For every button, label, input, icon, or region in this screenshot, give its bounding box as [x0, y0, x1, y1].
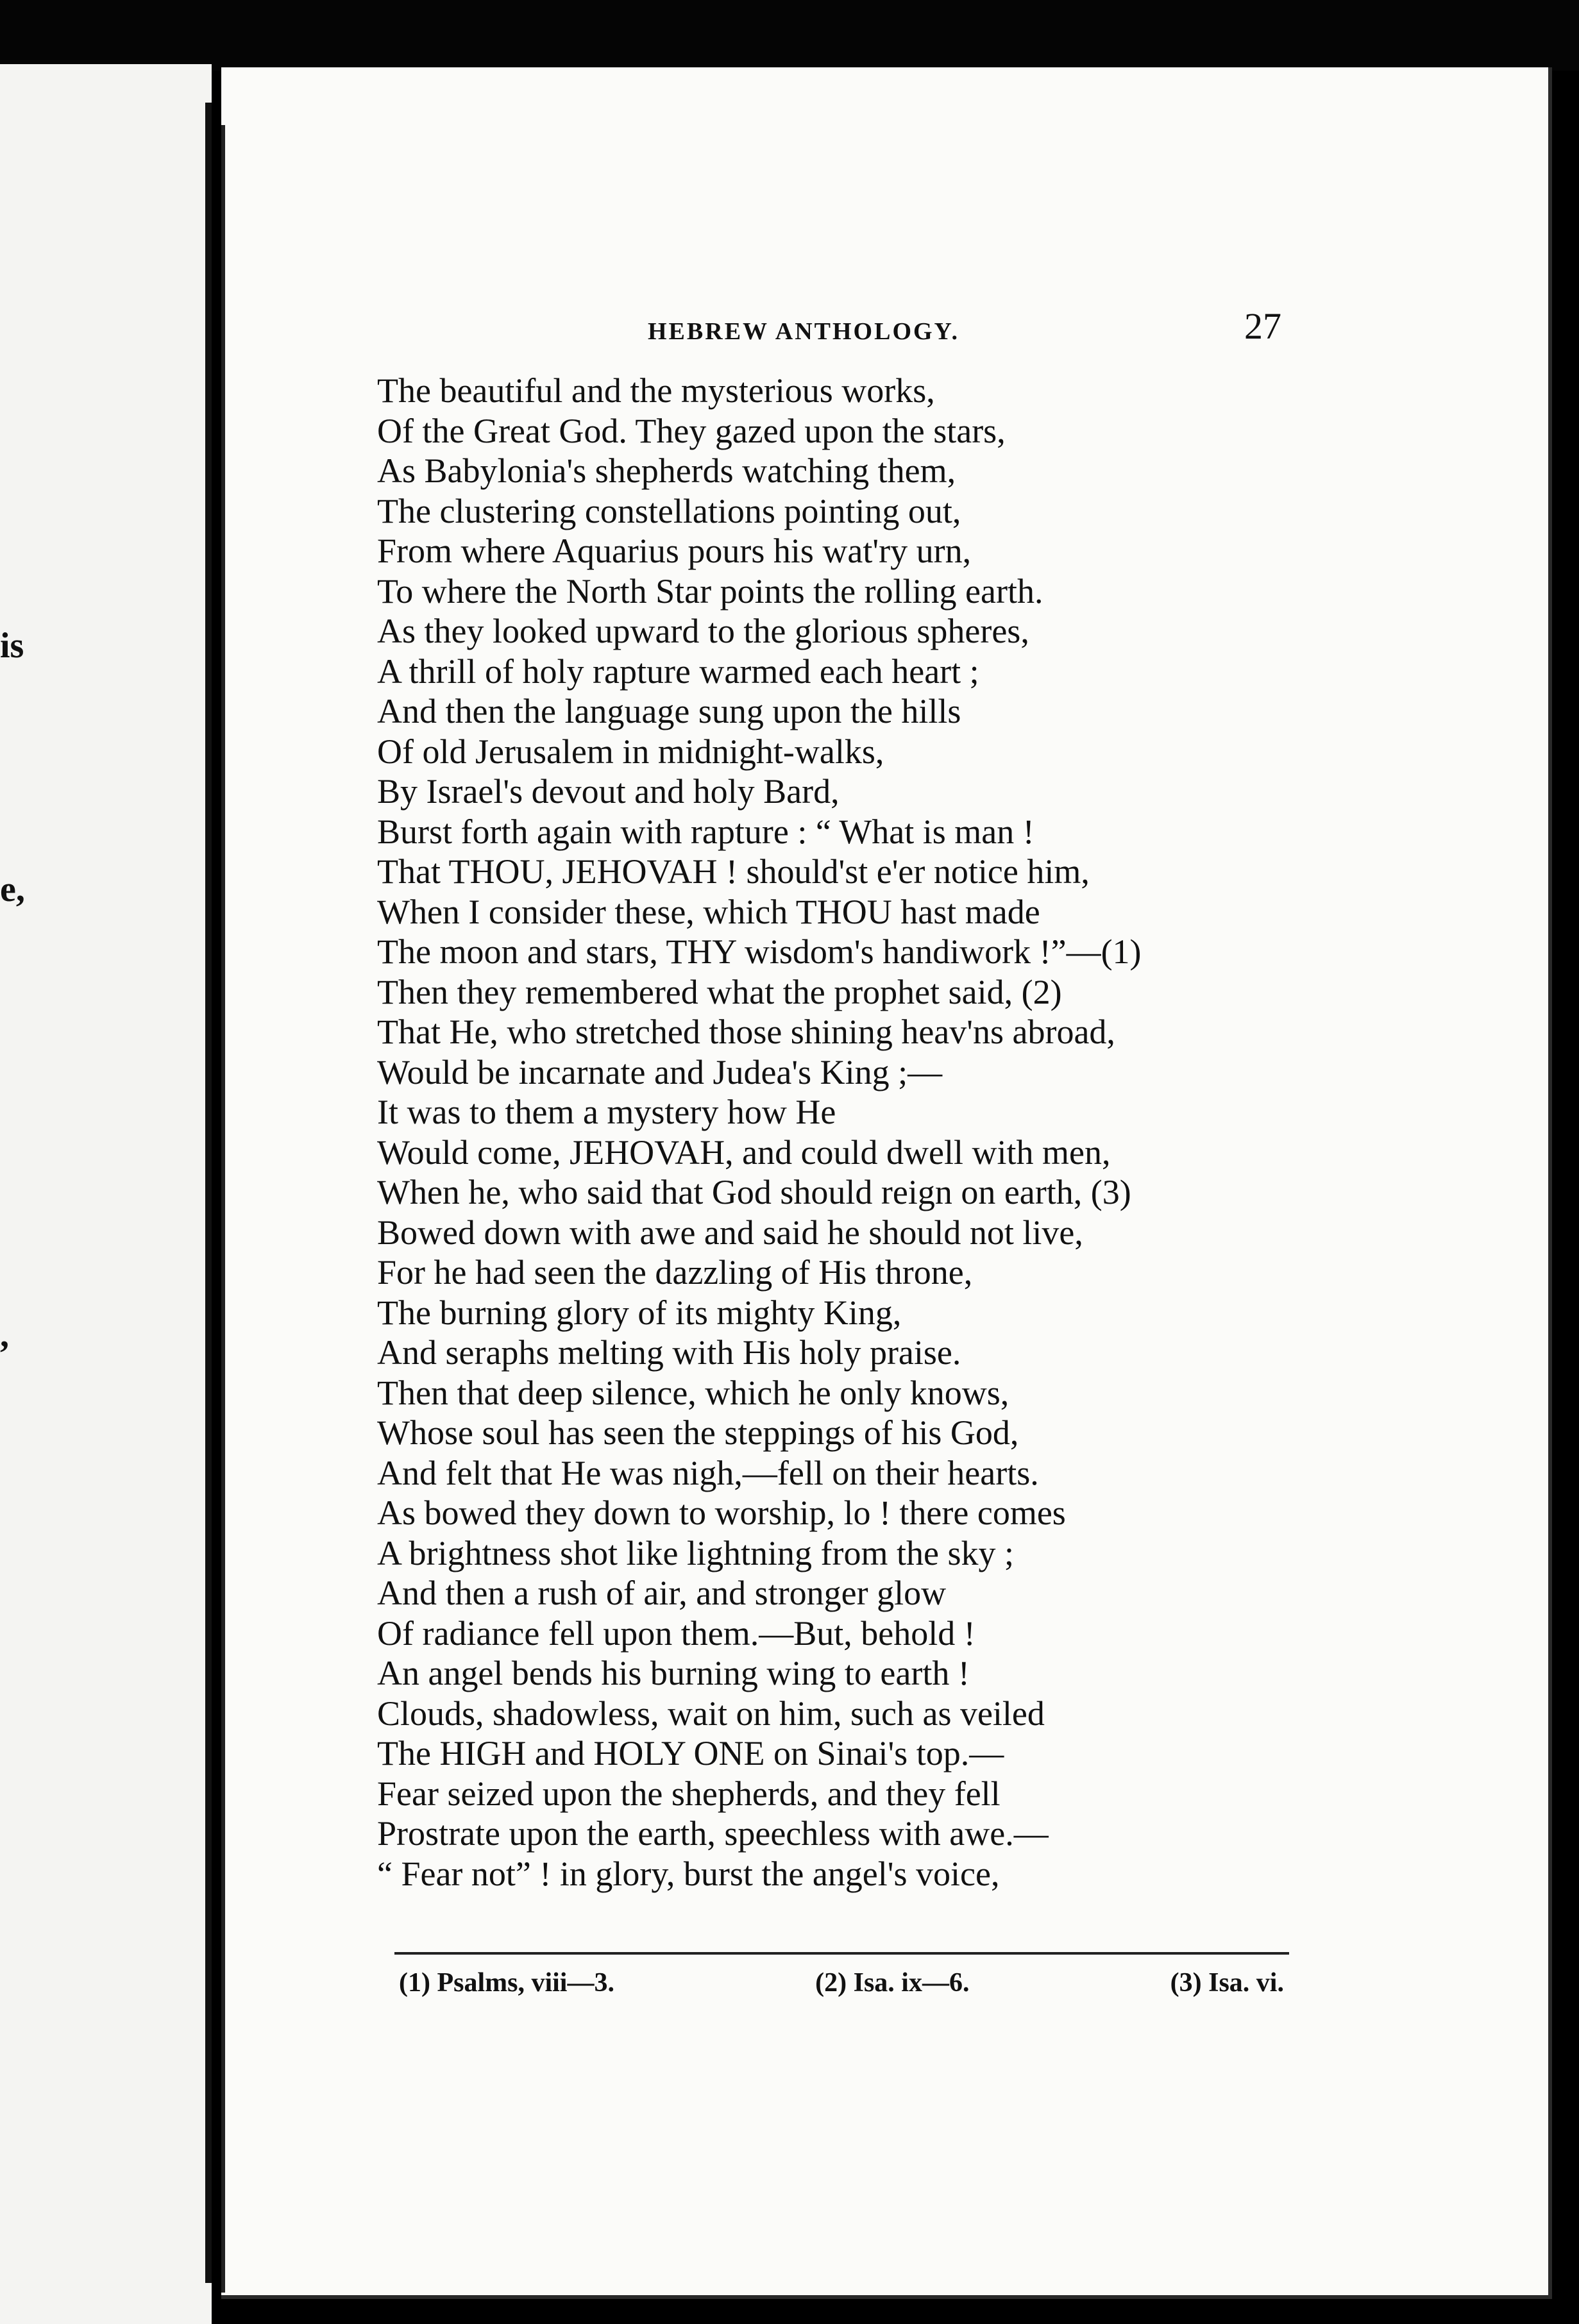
poem-line: Clouds, shadowless, wait on him, such as veiled: [377, 1694, 1045, 1733]
facing-page-fragment: e,: [0, 870, 25, 909]
poem-line: Burst forth again with rapture : “ What is man !: [377, 812, 1034, 851]
poem-line: And then the language sung upon the hills: [377, 692, 961, 730]
poem-line: A brightness shot like lightning from the sky ;: [377, 1533, 1014, 1572]
facing-page-edge: [0, 64, 212, 2324]
poem-line: To where the North Star points the rolling earth.: [377, 571, 1043, 610]
poem-line: For he had seen the dazzling of His throne,: [377, 1253, 973, 1292]
poem-line: When he, who said that God should reign on earth, (3): [377, 1173, 1131, 1211]
poem-line: And seraphs melting with His holy praise.: [377, 1333, 961, 1372]
poem-line: And then a rush of air, and stronger glow: [377, 1574, 947, 1612]
poem-line: Would come, JEHOVAH, and could dwell with men,: [377, 1133, 1111, 1172]
poem-line: Would be incarnate and Judea's King ;—: [377, 1052, 943, 1091]
page-inner-edge: [221, 125, 225, 2293]
poem-line: Of old Jerusalem in midnight-walks,: [377, 732, 884, 771]
poem-line: The moon and stars, THY wisdom's handiwork !”—(1): [377, 932, 1142, 971]
poem-line: Whose soul has seen the steppings of his God,: [377, 1413, 1019, 1452]
poem-line: “ Fear not” ! in glory, burst the angel's voice,: [377, 1854, 1000, 1893]
footnote: (3) Isa. vi.: [1170, 1968, 1284, 1998]
poem-line: When I consider these, which THOU hast made: [377, 892, 1040, 931]
poem-line: As Babylonia's shepherds watching them,: [377, 451, 956, 490]
book-gutter: [205, 103, 212, 2283]
scan-top-shadow: [0, 0, 1579, 71]
poem-line: Of radiance fell upon them.—But, behold !: [377, 1613, 975, 1653]
poem-line: Bowed down with awe and said he should not live,: [377, 1213, 1083, 1252]
poem-text: [377, 371, 1142, 1894]
poem-line: Of the Great God. They gazed upon the stars,: [377, 411, 1006, 450]
poem-line: The clustering constellations pointing out,: [377, 491, 961, 530]
footnote: (1) Psalms, viii—3.: [399, 1968, 614, 1998]
poem-line: And felt that He was nigh,—fell on their hearts.: [377, 1453, 1039, 1492]
poem-line: Then that deep silence, which he only knows,: [377, 1373, 1009, 1412]
facing-page-fragment: is: [0, 626, 24, 666]
poem-line: An angel bends his burning wing to earth !: [377, 1654, 970, 1692]
poem-line: From where Aquarius pours his wat'ry urn,: [377, 532, 972, 570]
running-title: HEBREW ANTHOLOGY.: [648, 318, 960, 345]
poem-line: It was to them a mystery how He: [377, 1093, 836, 1131]
poem-line: That THOU, JEHOVAH ! should'st e'er notice him,: [377, 852, 1090, 891]
facing-page-fragment: ,: [0, 1315, 9, 1355]
poem-line: That He, who stretched those shining heav'ns abroad,: [377, 1013, 1115, 1051]
poem-line: The beautiful and the mysterious works,: [377, 371, 935, 410]
poem-line: The burning glory of its mighty King,: [377, 1293, 902, 1332]
poem-line: By Israel's devout and holy Bard,: [377, 772, 840, 811]
poem-line: Prostrate upon the earth, speechless with awe.—: [377, 1814, 1049, 1853]
poem-line: Then they remembered what the prophet said, (2): [377, 972, 1062, 1011]
poem-line: Fear seized upon the shepherds, and they fell: [377, 1774, 1001, 1813]
page-number: 27: [1244, 305, 1281, 347]
footnote-rule: [394, 1952, 1289, 1955]
footnotes: [399, 1967, 1284, 1998]
poem-line: As they looked upward to the glorious spheres,: [377, 612, 1029, 650]
footnote: (2) Isa. ix—6.: [815, 1968, 970, 1998]
poem-line: A thrill of holy rapture warmed each heart ;: [377, 652, 979, 691]
poem-line: As bowed they down to worship, lo ! there comes: [377, 1494, 1066, 1532]
poem-line: The HIGH and HOLY ONE on Sinai's top.—: [377, 1734, 1004, 1772]
